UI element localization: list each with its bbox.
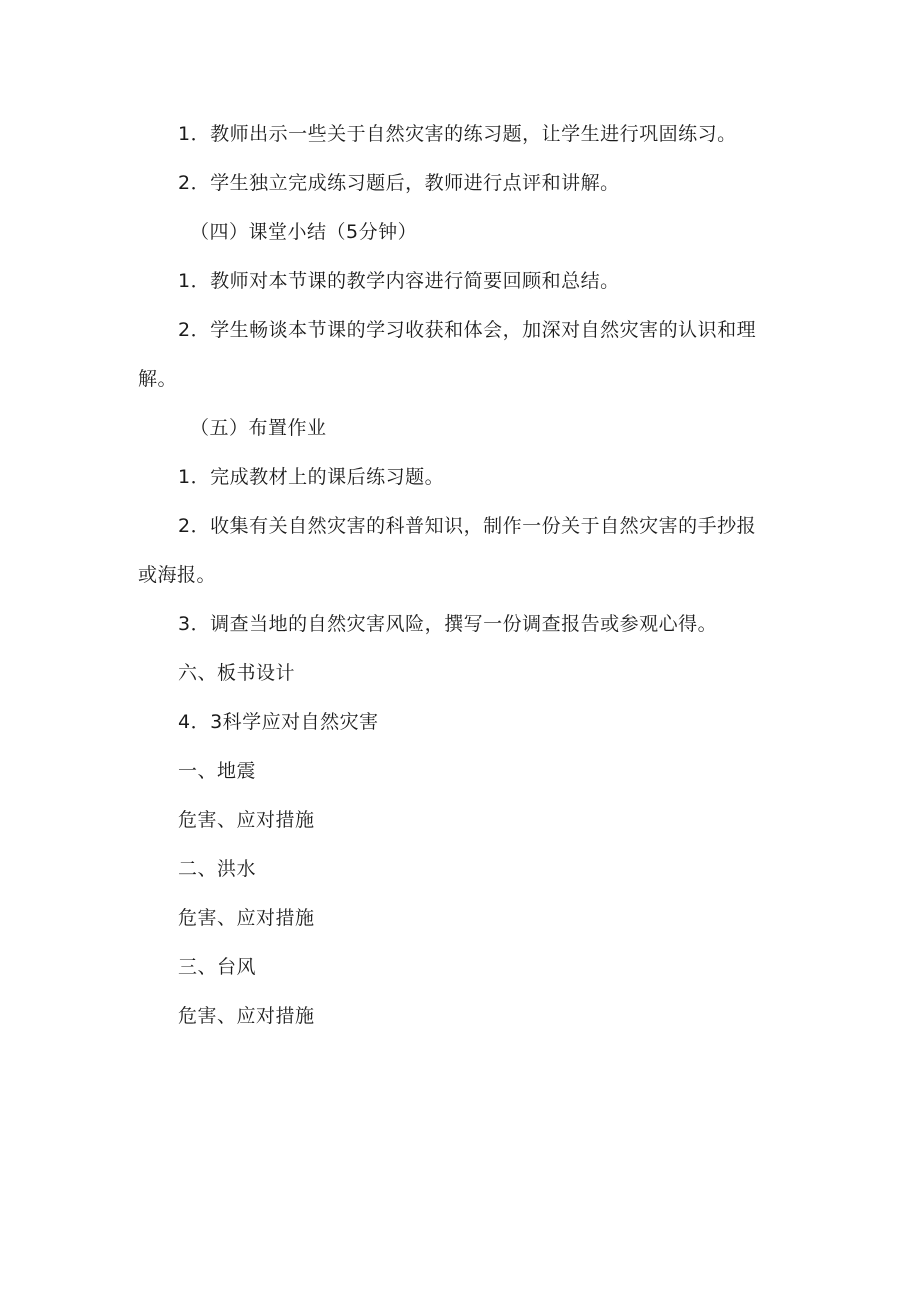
practice-item-1: 1．教师出示一些关于自然灾害的练习题，让学生进行巩固练习。 [178, 123, 737, 145]
board-title: 4．3科学应对自然灾害 [178, 711, 379, 733]
homework-item-1: 1．完成教材上的课后练习题。 [178, 466, 445, 488]
summary-item-2: 2．学生畅谈本节课的学习收获和体会，加深对自然灾害的认识和理 [178, 319, 757, 341]
section-heading-board-design: 六、板书设计 [178, 662, 296, 684]
board-item-earthquake-detail: 危害、应对措施 [178, 809, 315, 831]
section-heading-homework: （五）布置作业 [190, 417, 327, 439]
homework-item-2: 2．收集有关自然灾害的科普知识，制作一份关于自然灾害的手抄报 [178, 515, 757, 537]
summary-item-2-continued: 解。 [138, 368, 178, 390]
summary-item-1: 1．教师对本节课的教学内容进行简要回顾和总结。 [178, 270, 620, 292]
board-item-flood-detail: 危害、应对措施 [178, 907, 315, 929]
practice-item-2: 2．学生独立完成练习题后，教师进行点评和讲解。 [178, 172, 620, 194]
board-item-typhoon-detail: 危害、应对措施 [178, 1005, 315, 1027]
homework-item-3: 3．调查当地的自然灾害风险，撰写一份调查报告或参观心得。 [178, 613, 718, 635]
board-item-typhoon: 三、台风 [178, 956, 257, 978]
board-item-flood: 二、洪水 [178, 858, 257, 880]
section-heading-summary: （四）课堂小结（5分钟） [190, 221, 418, 243]
board-item-earthquake: 一、地震 [178, 760, 257, 782]
homework-item-2-continued: 或海报。 [138, 564, 217, 586]
